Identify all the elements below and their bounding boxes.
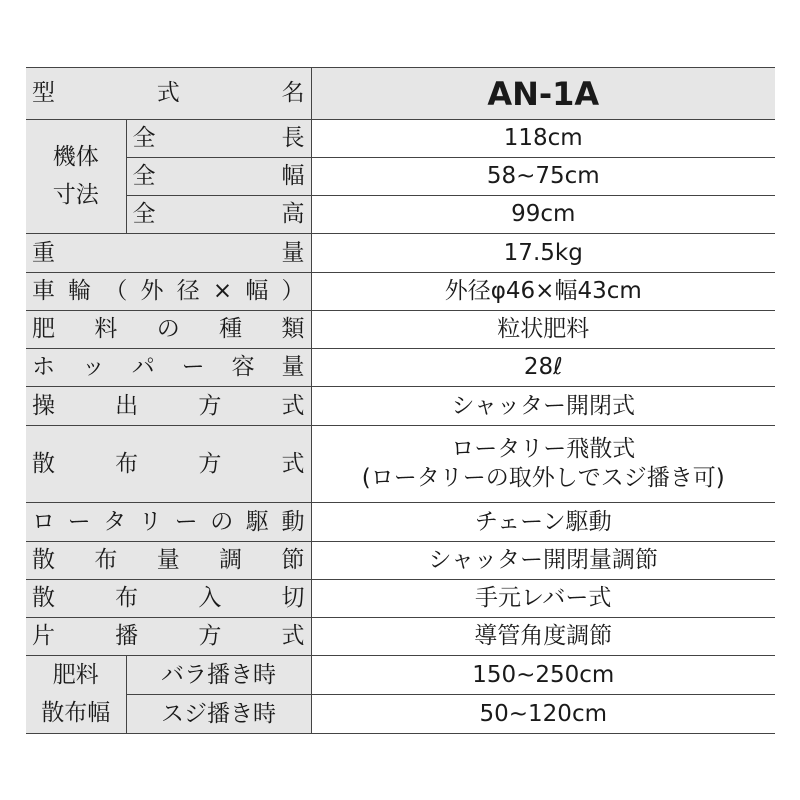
row-value: 118cm <box>311 120 775 157</box>
row-label: バラ播き時 <box>126 656 311 695</box>
row-value: 99cm <box>311 195 775 233</box>
row-label: 片 播 方 式 <box>32 623 305 650</box>
row-value: 58~75cm <box>311 157 775 195</box>
table-row <box>26 349 775 387</box>
row-label: スジ播き時 <box>126 695 311 734</box>
spread-width-group-label-line1: 肥料 <box>52 661 99 688</box>
row-value: 28ℓ <box>311 349 775 387</box>
table-row <box>26 695 775 734</box>
table-row <box>26 541 775 579</box>
row-label-cell <box>126 120 311 157</box>
row-label: 操 出 方 式 <box>32 392 305 419</box>
spread-method-value-line2: (ロータリーの取外しでスジ播き可) <box>361 464 725 491</box>
dimensions-group-label-line1: 機体 <box>52 143 99 170</box>
model-label: 型 式 名 <box>32 80 305 107</box>
table-row <box>26 120 775 157</box>
model-label-cell <box>26 68 311 120</box>
model-value: AN-1A <box>311 68 775 120</box>
dimensions-group-label-line2: 寸法 <box>52 181 99 208</box>
row-label: 散 布 方 式 <box>32 450 305 477</box>
row-value: 17.5kg <box>311 234 775 272</box>
table-row <box>26 272 775 310</box>
table-row <box>26 387 775 425</box>
row-label-cell <box>126 157 311 195</box>
row-value: チェーン駆動 <box>311 503 775 541</box>
row-label: ロ ー タ リ ー の 駆 動 <box>32 508 305 535</box>
table-row <box>26 579 775 617</box>
spec-table <box>26 67 775 734</box>
row-value: シャッター開閉式 <box>311 387 775 425</box>
table-row <box>26 234 775 272</box>
row-label: 車 輪 （ 外 径 × 幅 ） <box>32 277 305 304</box>
table-row <box>26 425 775 503</box>
row-value: シャッター開閉量調節 <box>311 541 775 579</box>
row-label: 全 長 <box>132 125 305 152</box>
row-label: 散 布 入 切 <box>32 585 305 612</box>
row-value: 手元レバー式 <box>311 579 775 617</box>
table-row <box>26 195 775 233</box>
spread-width-group-label <box>26 656 126 734</box>
table-row <box>26 503 775 541</box>
spread-method-value-line1: ロータリー飛散式 <box>451 436 636 463</box>
row-label: 重 量 <box>32 239 305 266</box>
row-label: ホ ッ パ ー 容 量 <box>32 354 305 381</box>
row-value: 外径φ46×幅43cm <box>311 272 775 310</box>
dimensions-group-label <box>26 120 126 234</box>
table-row <box>26 656 775 695</box>
row-label: 全 幅 <box>132 162 305 189</box>
row-value: 150~250cm <box>311 656 775 695</box>
table-row <box>26 68 775 120</box>
table-row <box>26 157 775 195</box>
row-value: 50~120cm <box>311 695 775 734</box>
row-label-cell <box>126 195 311 233</box>
row-value: 粒状肥料 <box>311 310 775 348</box>
row-label: 肥 料 の 種 類 <box>32 316 305 343</box>
row-value <box>311 425 775 503</box>
row-label: 全 高 <box>132 201 305 228</box>
row-value: 導管角度調節 <box>311 618 775 656</box>
table-row <box>26 310 775 348</box>
table-row <box>26 618 775 656</box>
spread-width-group-label-line2: 散布幅 <box>41 699 111 726</box>
row-label: 散 布 量 調 節 <box>32 546 305 573</box>
